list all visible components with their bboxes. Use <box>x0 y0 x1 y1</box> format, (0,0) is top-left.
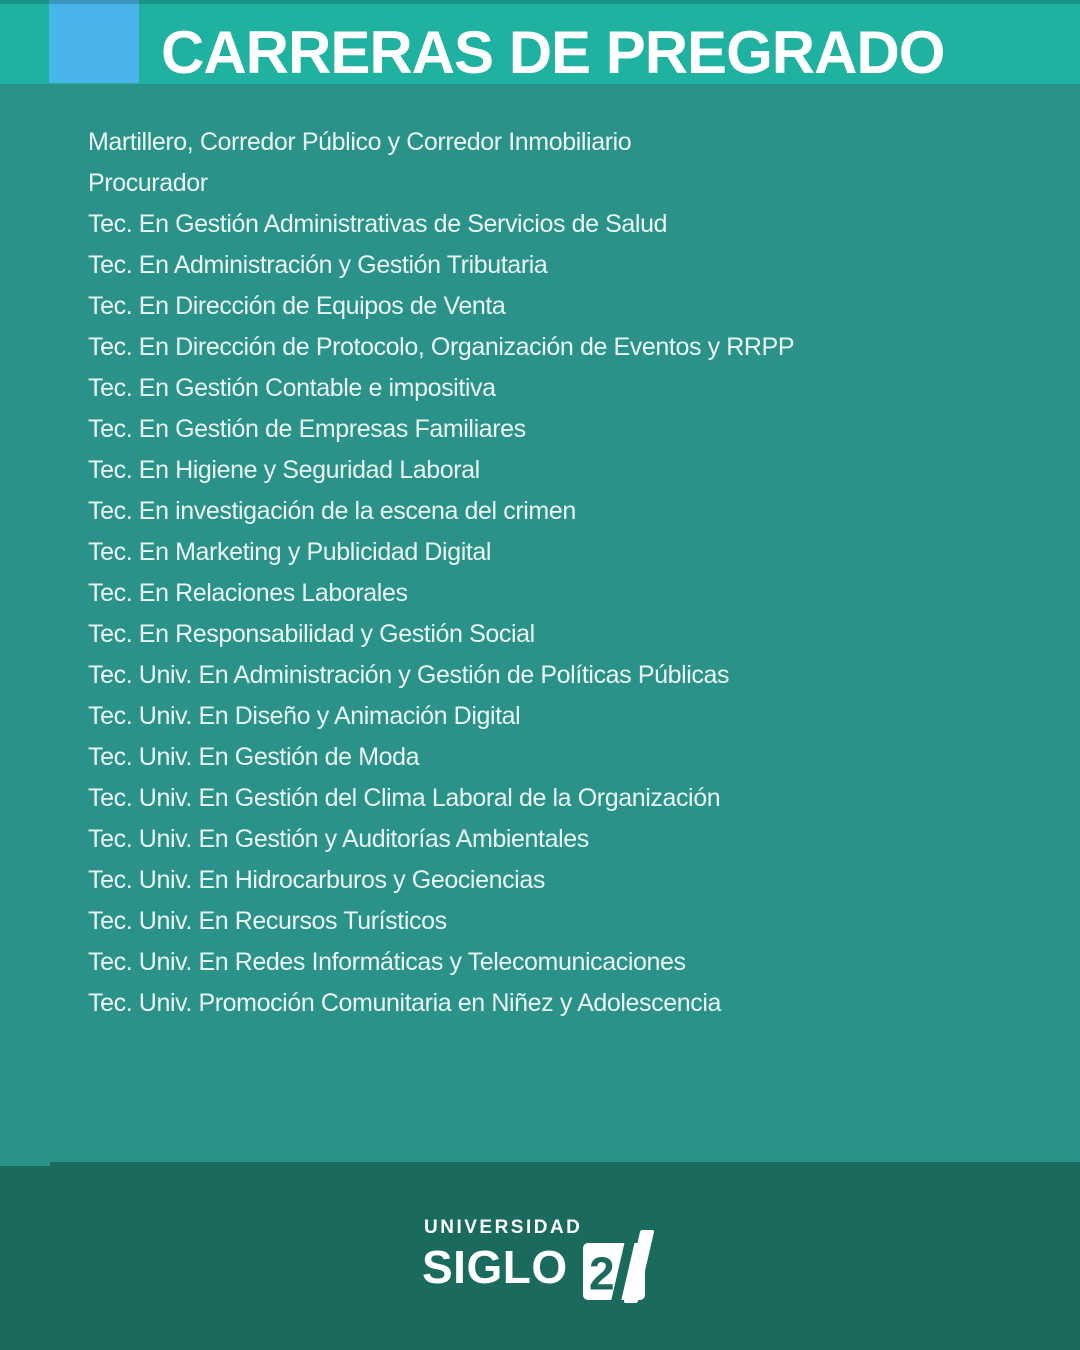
program-item: Tec. En Gestión Administrativas de Servicios de Salud <box>88 210 668 238</box>
top-edge-strip <box>0 0 1080 4</box>
siglo21-logo <box>422 1218 682 1308</box>
program-item: Tec. En Gestión Contable e impositiva <box>88 374 496 402</box>
program-item: Tec. En Administración y Gestión Tributaria <box>88 251 548 279</box>
program-item: Tec. Univ. En Gestión y Auditorías Ambientales <box>88 825 589 853</box>
program-item: Tec. En Marketing y Publicidad Digital <box>88 538 492 566</box>
program-item: Tec. En Gestión de Empresas Familiares <box>88 415 526 443</box>
program-item: Tec. Univ. En Diseño y Animación Digital <box>88 702 521 730</box>
program-item: Tec. En investigación de la escena del crimen <box>88 497 576 525</box>
program-item: Tec. En Dirección de Equipos de Venta <box>88 292 506 320</box>
program-item: Tec. Univ. En Gestión de Moda <box>88 743 420 771</box>
program-item: Procurador <box>88 169 208 197</box>
footer-notch <box>0 1162 50 1166</box>
program-item: Martillero, Corredor Público y Corredor Inmobiliario <box>88 128 632 156</box>
program-item: Tec. Univ. En Administración y Gestión de Políticas Públicas <box>88 661 730 689</box>
program-item: Tec. En Dirección de Protocolo, Organización de Eventos y RRPP <box>88 333 795 361</box>
program-item: Tec. Univ. En Redes Informáticas y Telecomunicaciones <box>88 948 686 976</box>
program-item: Tec. Univ. En Hidrocarburos y Geociencias <box>88 866 545 894</box>
program-item: Tec. En Responsabilidad y Gestión Social <box>88 620 535 648</box>
logo-21-box <box>583 1243 645 1300</box>
logo-universidad-text: UNIVERSIDAD <box>424 1217 583 1238</box>
page-title: CARRERAS DE PREGRADO <box>161 18 945 86</box>
program-item: Tec. Univ. En Recursos Turísticos <box>88 907 447 935</box>
program-item: Tec. En Relaciones Laborales <box>88 579 408 607</box>
programs-list <box>88 122 1050 1024</box>
program-item: Tec. En Higiene y Seguridad Laboral <box>88 456 480 484</box>
accent-square <box>49 0 139 83</box>
logo-siglo-text: SIGLO <box>422 1240 568 1293</box>
header-band <box>0 0 1080 84</box>
logo-number-2: 2 <box>589 1246 615 1299</box>
program-item: Tec. Univ. Promoción Comunitaria en Niñez y Adolescencia <box>88 989 721 1017</box>
program-item: Tec. Univ. En Gestión del Clima Laboral de la Organización <box>88 784 721 812</box>
